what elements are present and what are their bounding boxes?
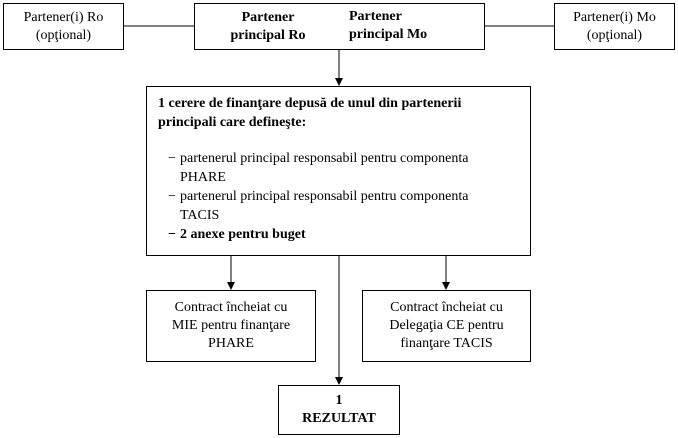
contract-phare-line3: PHARE: [208, 336, 254, 351]
partner-ro-optional-line2: (opţional): [35, 27, 92, 43]
principal-partner-mo: [349, 8, 483, 44]
bullet-dash: −: [168, 151, 176, 166]
request-item-budget: [168, 225, 523, 244]
principal-partner-ro-line1: Partener: [241, 9, 295, 25]
contract-tacis-box: [362, 290, 531, 362]
funding-request-box: [146, 86, 531, 256]
request-item-phare: [168, 149, 523, 187]
principal-partner-mo-line2: principal Mo: [349, 27, 428, 42]
funding-request-title-line1: 1 cerere de finanţare depusă de unul din partenerii: [158, 96, 462, 111]
contract-phare-line2: MIE pentru finanţare: [171, 318, 291, 333]
partner-mo-optional-box: [554, 3, 675, 50]
funding-request-title-line2: principali care defineşte:: [158, 115, 307, 130]
contract-tacis-line1: Contract încheiat cu: [390, 300, 503, 315]
bullet-dash: −: [168, 227, 176, 242]
request-item-budget-line1: 2 anexe pentru buget: [180, 227, 306, 242]
funding-request-title: [158, 94, 523, 132]
principal-partner-mo-line1: Partener: [349, 9, 402, 24]
partner-mo-optional-line2: (opţional): [586, 27, 643, 43]
request-item-phare-line1: partenerul principal responsabil pentru componenta: [180, 151, 469, 166]
partner-mo-optional-line1: Partener(i) Mo: [573, 9, 656, 25]
request-item-tacis: [168, 187, 523, 225]
result-label: REZULTAT: [302, 411, 376, 426]
partner-ro-optional-line1: Partener(i) Ro: [23, 9, 104, 25]
principal-partners-box: [194, 3, 485, 50]
principal-partner-ro: [195, 4, 341, 49]
request-item-tacis-line2: TACIS: [180, 208, 220, 223]
contract-tacis-line2: Delegaţia CE pentru: [389, 318, 504, 333]
contract-phare-line1: Contract încheiat cu: [174, 300, 288, 315]
bullet-dash: −: [168, 189, 176, 204]
request-item-phare-line2: PHARE: [180, 170, 226, 185]
partner-ro-optional-box: [3, 3, 124, 50]
contract-tacis-line3: finanţare TACIS: [400, 336, 493, 351]
result-box: [278, 385, 400, 435]
contract-phare-box: [146, 290, 316, 362]
principal-partner-ro-line2: principal Ro: [230, 27, 306, 43]
result-count: 1: [335, 393, 343, 408]
request-item-tacis-line1: partenerul principal responsabil pentru componenta: [180, 189, 469, 204]
